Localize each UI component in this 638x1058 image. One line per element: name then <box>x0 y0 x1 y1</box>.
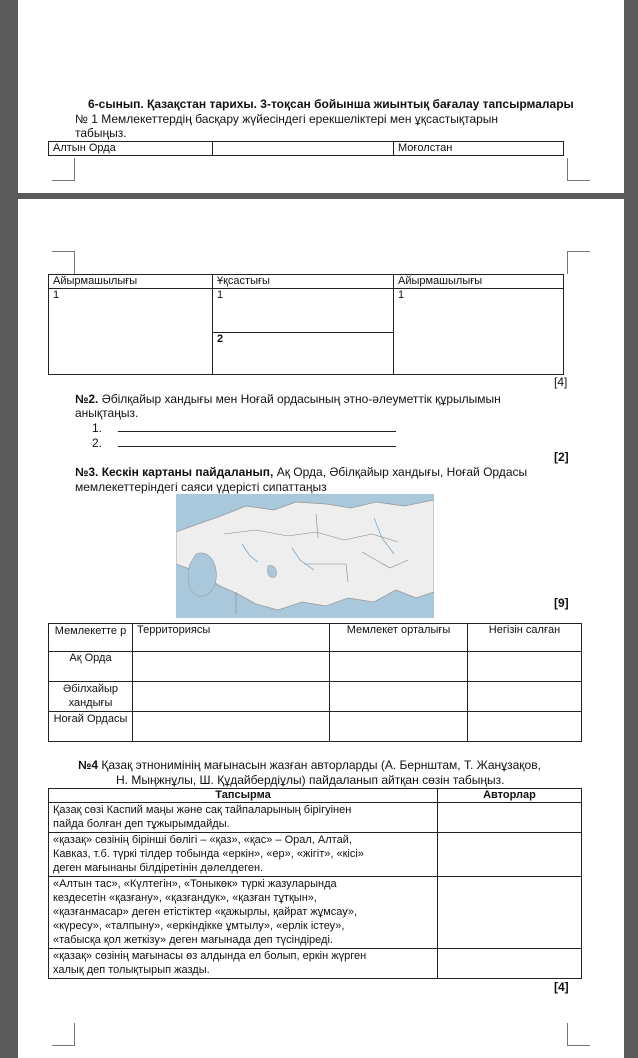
statement-line: «қазғанмасар» деген етістіктер «қажырлы, қайрат жұмсау», <box>53 906 358 918</box>
cell-founder[interactable] <box>468 682 582 712</box>
author-answer-3[interactable] <box>438 877 582 949</box>
header-founder: Негізін салған <box>468 624 582 652</box>
task1-text-line1: № 1 Мемлекеттердің басқару жүйесіндегі ерекшеліктері мен ұқсастықтарын <box>75 112 499 126</box>
differences-1-cell[interactable] <box>49 289 213 375</box>
author-answer-4[interactable] <box>438 949 582 979</box>
cell-territory[interactable] <box>133 682 330 712</box>
item-number: 1 <box>398 289 405 301</box>
task3-line1 <box>75 465 527 479</box>
similarities-cell-1[interactable] <box>213 289 394 333</box>
score-task4: [4] <box>554 980 569 994</box>
task4-text: Қазақ этнонимінің мағынасын жазған авторларды (А. Бернштам, Т. Жанұзақов, <box>98 758 541 772</box>
row-abilkhayir: Әбілхайыр хандығы <box>49 682 133 712</box>
statement-line: Кавказ, т.б. түркі тілдер тобында «еркін», «ер», «жігіт», «кісі» <box>53 848 364 860</box>
item-number: 1 <box>53 289 60 301</box>
cell-territory[interactable] <box>133 652 330 682</box>
task4-number: №4 <box>78 758 99 772</box>
statement-line: «күресу», «талпыну», «еркіндікке ұмтылу», «ерлік істеу», <box>53 920 345 932</box>
comparison-header-table <box>48 141 564 156</box>
task2-line1 <box>75 392 501 406</box>
answer-line-1[interactable] <box>118 431 396 432</box>
item-number: 1 <box>217 289 224 301</box>
statement-line: пайда болған деп тұжырымдайды. <box>53 818 230 830</box>
row-ak-orda: Ақ Орда <box>49 652 133 682</box>
header-differences-2: Айырмашылығы <box>394 275 564 289</box>
header-differences-1: Айырмашылығы <box>49 275 213 289</box>
task4-line1 <box>78 758 541 772</box>
statement-line: деген мағынаны білдіретінін дәлелдеген. <box>53 862 264 874</box>
header-authors: Авторлар <box>438 789 582 803</box>
task2-item-1: 1. <box>92 421 103 435</box>
header-cell-mogolstan: Моғолстан <box>394 142 564 156</box>
crop-mark <box>52 158 75 181</box>
header-similarities: Ұқсастығы <box>213 275 394 289</box>
task2-item-2: 2. <box>92 436 103 450</box>
authors-table <box>48 788 582 979</box>
answer-line-2[interactable] <box>118 446 396 447</box>
cell-territory[interactable] <box>133 712 330 742</box>
score-task1: [4] <box>554 375 568 389</box>
statement-line: «Алтын тас», «Күлтегін», «Тоныкөк» түркі жазуларында <box>53 878 337 890</box>
statement-line: «табысқа қол жеткізу» деген мағынада деп түсіндіреді. <box>53 934 333 946</box>
task2-line2: анықтаңыз. <box>75 406 139 420</box>
task2-number: №2. <box>75 392 99 406</box>
header-cell-altyn-orda: Алтын Орда <box>49 142 213 156</box>
task3-line2: мемлекеттеріндегі саяси үдерісті сипаттаңыз <box>75 480 327 494</box>
cell-center[interactable] <box>330 652 468 682</box>
cell-founder[interactable] <box>468 652 582 682</box>
document-page-2 <box>18 199 624 1058</box>
task4-line2: Н. Мыңжнұлы, Ш. Құдайбердіұлы) пайдаланып айтқан сөзін табыңыз. <box>116 773 505 787</box>
crop-mark <box>52 1023 75 1046</box>
cell-center[interactable] <box>330 712 468 742</box>
document-page-1 <box>18 0 624 193</box>
statement-3 <box>49 877 438 949</box>
cell-center[interactable] <box>330 682 468 712</box>
header-states: Мемлекетте р <box>49 624 133 652</box>
statement-1 <box>49 803 438 833</box>
statement-line: «қазақ» сөзінің мағынасы өз алдында ел болып, еркін жүрген <box>53 950 367 962</box>
states-table <box>48 623 582 742</box>
differences-similarities-table <box>48 274 564 375</box>
contour-map-kazakhstan <box>176 494 434 618</box>
statement-2 <box>49 833 438 877</box>
statement-line: халық деп толықтырып жазды. <box>53 964 210 976</box>
author-answer-1[interactable] <box>438 803 582 833</box>
row-nogai: Ноғай Ордасы <box>49 712 133 742</box>
header-cell-middle <box>213 142 394 156</box>
score-task3: [9] <box>554 596 569 610</box>
task3-heading: №3. Кескін картаны пайдаланып, <box>75 465 274 479</box>
task3-text: Ақ Орда, Әбілқайыр хандығы, Ноғай Ордасы <box>273 465 528 479</box>
crop-mark <box>567 158 590 181</box>
task2-text: Әбілқайыр хандығы мен Ноғай ордасының этно-әлеуметтік құрылымын <box>98 392 501 406</box>
statement-line: Қазақ сөзі Каспий маңы және сақ тайпаларының бірігуінен <box>53 804 352 816</box>
header-territory: Территориясы <box>133 624 330 652</box>
crop-mark <box>567 1023 590 1046</box>
document-title: 6-сынып. Қазақстан тарихы. 3-тоқсан бойынша жиынтық бағалау тапсырмалары <box>88 97 574 111</box>
item-number: 2 <box>217 333 224 345</box>
crop-mark <box>52 251 75 274</box>
cell-founder[interactable] <box>468 712 582 742</box>
similarities-cell-2[interactable] <box>213 333 394 375</box>
differences-2-cell[interactable] <box>394 289 564 375</box>
statement-line: «қазақ» сөзінің бірінші бөлігі – «қаз», «қас» – Орал, Алтай, <box>53 834 352 846</box>
header-task: Тапсырма <box>49 789 438 803</box>
crop-mark <box>567 251 590 274</box>
task1-text-line2: табыңыз. <box>75 126 127 140</box>
statement-4 <box>49 949 438 979</box>
author-answer-2[interactable] <box>438 833 582 877</box>
score-task2: [2] <box>554 450 569 464</box>
header-state-center: Мемлекет орталығы <box>330 624 468 652</box>
statement-line: кездесетін «қазғану», «қазғандук», «қазған тұтқын», <box>53 892 317 904</box>
